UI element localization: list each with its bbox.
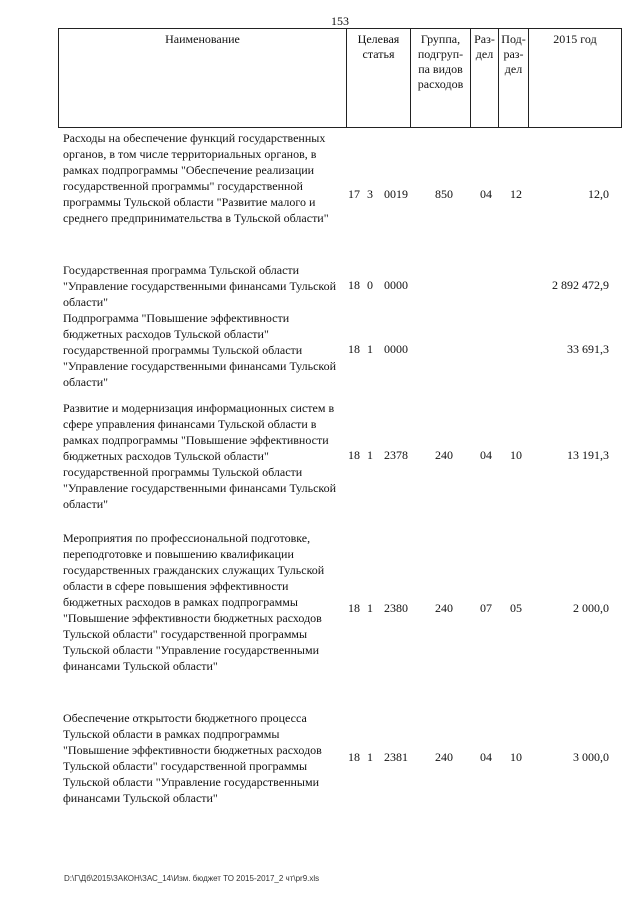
target-code-direction: 0019 (384, 187, 408, 201)
podrazdel: 10 (510, 448, 522, 462)
row-name: Мероприятия по профессиональной подготовке, переподготовке и повышению квалификации государственных гражданских служащих Тульской области в сфере повышения эффективности бюджетных расходов в рамках подпрограммы "Повышение эффективности бюджетных расходов Тульской области" государственной программы Тульской области "Управление государственными финансами Тульской области" (63, 531, 325, 673)
amount-2015: 3 000,0 (573, 750, 609, 764)
header-expense-group: Группа, подгруп- па видов расходов (410, 29, 470, 127)
podrazdel: 10 (510, 750, 522, 764)
row-name: Развитие и модернизация информационных систем в сфере управления финансами Тульской области в рамках подпрограммы "Повышение эффективности бюджетных расходов Тульской области" государственной программы Тульской области "Управление государственными финансами Тульской области" (63, 401, 337, 511)
razdel: 07 (480, 601, 492, 615)
expense-group: 850 (435, 187, 453, 201)
amount-2015: 2 000,0 (573, 601, 609, 615)
row-name: Расходы на обеспечение функций государственных органов, в том числе территориальных органов, в рамках подпрограммы "Обеспечение реализации государственной программы" государственной программы Тульской области "Развитие малого и среднего предпринимательства в Тульской области" (63, 131, 329, 225)
razdel: 04 (480, 750, 492, 764)
target-code-direction: 2380 (384, 601, 408, 615)
target-code-program: 18 (348, 750, 360, 764)
target-code-subprogram: 3 (367, 187, 373, 201)
amount-2015: 33 691,3 (567, 342, 609, 356)
file-path-footer: D:\Г\Дб\2015\ЗАКОН\ЗАС_14\Изм. бюджет ТО 2015-2017_2 чт\pr9.xls (64, 874, 320, 883)
target-code-direction: 0000 (384, 342, 408, 356)
expense-group: 240 (435, 750, 453, 764)
header-target-article: Целевая статья (346, 29, 410, 127)
table-header (58, 28, 622, 128)
amount-2015: 12,0 (588, 187, 609, 201)
target-code-direction: 2378 (384, 448, 408, 462)
razdel: 04 (480, 187, 492, 201)
target-code-program: 18 (348, 601, 360, 615)
header-year: 2015 год (528, 29, 622, 127)
target-code-subprogram: 1 (367, 342, 373, 356)
amount-2015: 2 892 472,9 (552, 278, 609, 292)
row-name: Подпрограмма "Повышение эффективности бюджетных расходов Тульской области" государственной программы Тульской области "Управление государственными финансами Тульской области" (63, 311, 337, 389)
header-razdel: Раз- дел (470, 29, 498, 127)
razdel: 04 (480, 448, 492, 462)
podrazdel: 05 (510, 601, 522, 615)
row-name: Обеспечение открытости бюджетного процесса Тульской области в рамках подпрограммы "Повышение эффективности бюджетных расходов Тульской области" государственной программы Тульской области "Управление государственными финансами Тульской области" (63, 711, 322, 805)
target-code-subprogram: 1 (367, 750, 373, 764)
podrazdel: 12 (510, 187, 522, 201)
target-code-subprogram: 0 (367, 278, 373, 292)
page-number: 153 (331, 14, 349, 28)
amount-2015: 13 191,3 (567, 448, 609, 462)
header-name: Наименование (58, 29, 346, 127)
target-code-program: 18 (348, 278, 360, 292)
expense-group: 240 (435, 448, 453, 462)
target-code-program: 18 (348, 448, 360, 462)
target-code-direction: 0000 (384, 278, 408, 292)
target-code-subprogram: 1 (367, 601, 373, 615)
target-code-direction: 2381 (384, 750, 408, 764)
target-code-program: 18 (348, 342, 360, 356)
expense-group: 240 (435, 601, 453, 615)
target-code-subprogram: 1 (367, 448, 373, 462)
row-name: Государственная программа Тульской области "Управление государственными финансами Тульской области" (63, 263, 337, 309)
target-code-program: 17 (348, 187, 360, 201)
header-podrazdel: Под- раз- дел (498, 29, 528, 127)
